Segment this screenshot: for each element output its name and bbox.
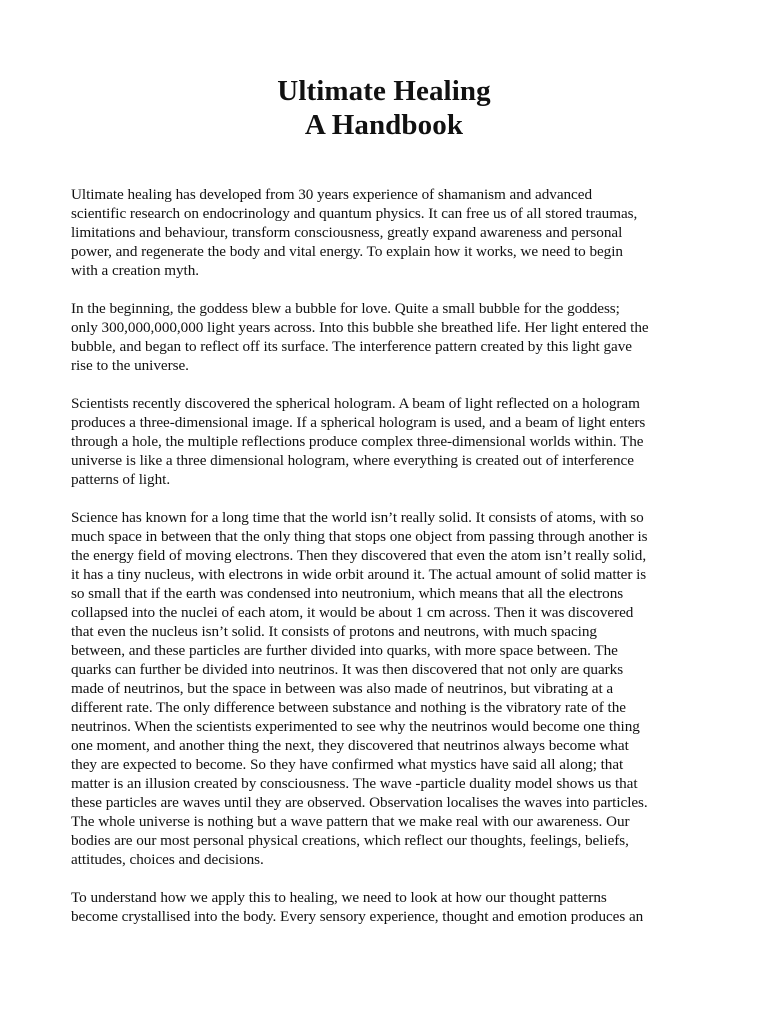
text-line: that even the nucleus isn’t solid. It consists of protons and neutrons, with much spacing bbox=[71, 623, 597, 640]
text-line: limitations and behaviour, transform consciousness, greatly expand awareness and personal bbox=[71, 224, 623, 241]
text-line: bubble, and began to reflect off its surface. The interference pattern created by this light gave bbox=[71, 338, 632, 355]
text-line: patterns of light. bbox=[71, 471, 171, 488]
document-body bbox=[71, 185, 701, 945]
paragraph bbox=[71, 394, 701, 489]
text-line: through a hole, the multiple reflections produce complex three-dimensional worlds within. The bbox=[71, 433, 644, 450]
text-line: between, and these particles are further divided into quarks, with more space between. The bbox=[71, 642, 618, 659]
paragraph bbox=[71, 185, 701, 280]
text-line: Ultimate healing has developed from 30 years experience of shamanism and advanced bbox=[71, 186, 592, 203]
paragraph bbox=[71, 508, 701, 869]
text-line: made of neutrinos, but the space in between was also made of neutrinos, but vibrating at a bbox=[71, 680, 614, 697]
document-title bbox=[0, 74, 768, 142]
text-line: Scientists recently discovered the spherical hologram. A beam of light reflected on a hologram bbox=[71, 395, 640, 412]
text-line: different rate. The only difference between substance and nothing is the vibratory rate of the bbox=[71, 699, 626, 716]
text-line: so small that if the earth was condensed into neutronium, which means that all the electrons bbox=[71, 585, 624, 602]
text-line: they are expected to become. So they have confirmed what mystics have said all along; that bbox=[71, 756, 624, 773]
text-line: rise to the universe. bbox=[71, 357, 189, 374]
text-line: the energy field of moving electrons. Then they discovered that even the atom isn’t really solid, bbox=[71, 547, 647, 564]
text-line: collapsed into the nuclei of each atom, it would be about 1 cm across. Then it was discovered bbox=[71, 604, 634, 621]
text-line: To understand how we apply this to healing, we need to look at how our thought patterns bbox=[71, 889, 607, 906]
text-line: bodies are our most personal physical creations, which reflect our thoughts, feelings, beliefs, bbox=[71, 832, 629, 849]
text-line: Science has known for a long time that the world isn’t really solid. It consists of atoms, with so bbox=[71, 509, 644, 526]
text-line: only 300,000,000,000 light years across. Into this bubble she breathed life. Her light entered the bbox=[71, 319, 649, 336]
title-line-subtitle: A Handbook bbox=[304, 109, 464, 141]
text-line: universe is like a three dimensional hologram, where everything is created out of interference bbox=[71, 452, 634, 469]
text-line: produces a three-dimensional image. If a spherical hologram is used, and a beam of light enters bbox=[71, 414, 646, 431]
text-line: power, and regenerate the body and vital energy. To explain how it works, we need to begin bbox=[71, 243, 623, 260]
text-line: with a creation myth. bbox=[71, 262, 200, 279]
text-line: quarks can further be divided into neutrinos. It was then discovered that not only are quarks bbox=[71, 661, 624, 678]
text-line: it has a tiny nucleus, with electrons in wide orbit around it. The actual amount of solid matter is bbox=[71, 566, 647, 583]
text-line: these particles are waves until they are observed. Observation localises the waves into particles. bbox=[71, 794, 648, 811]
paragraph bbox=[71, 888, 701, 926]
text-line: The whole universe is nothing but a wave pattern that we make real with our awareness. Our bbox=[71, 813, 630, 830]
text-line: neutrinos. When the scientists experimented to see why the neutrinos would become one thing bbox=[71, 718, 640, 735]
text-line: become crystallised into the body. Every sensory experience, thought and emotion produces an bbox=[71, 908, 644, 925]
text-line: attitudes, choices and decisions. bbox=[71, 851, 264, 868]
paragraph bbox=[71, 299, 701, 375]
text-line: one moment, and another thing the next, they discovered that neutrinos always become what bbox=[71, 737, 629, 754]
text-line: scientific research on endocrinology and quantum physics. It can free us of all stored traumas, bbox=[71, 205, 638, 222]
text-line: matter is an illusion created by consciousness. The wave -particle duality model shows us that bbox=[71, 775, 638, 792]
title-line-main: Ultimate Healing bbox=[277, 75, 491, 107]
text-line: In the beginning, the goddess blew a bubble for love. Quite a small bubble for the goddess; bbox=[71, 300, 620, 317]
text-line: much space in between that the only thing that stops one object from passing through another is bbox=[71, 528, 648, 545]
